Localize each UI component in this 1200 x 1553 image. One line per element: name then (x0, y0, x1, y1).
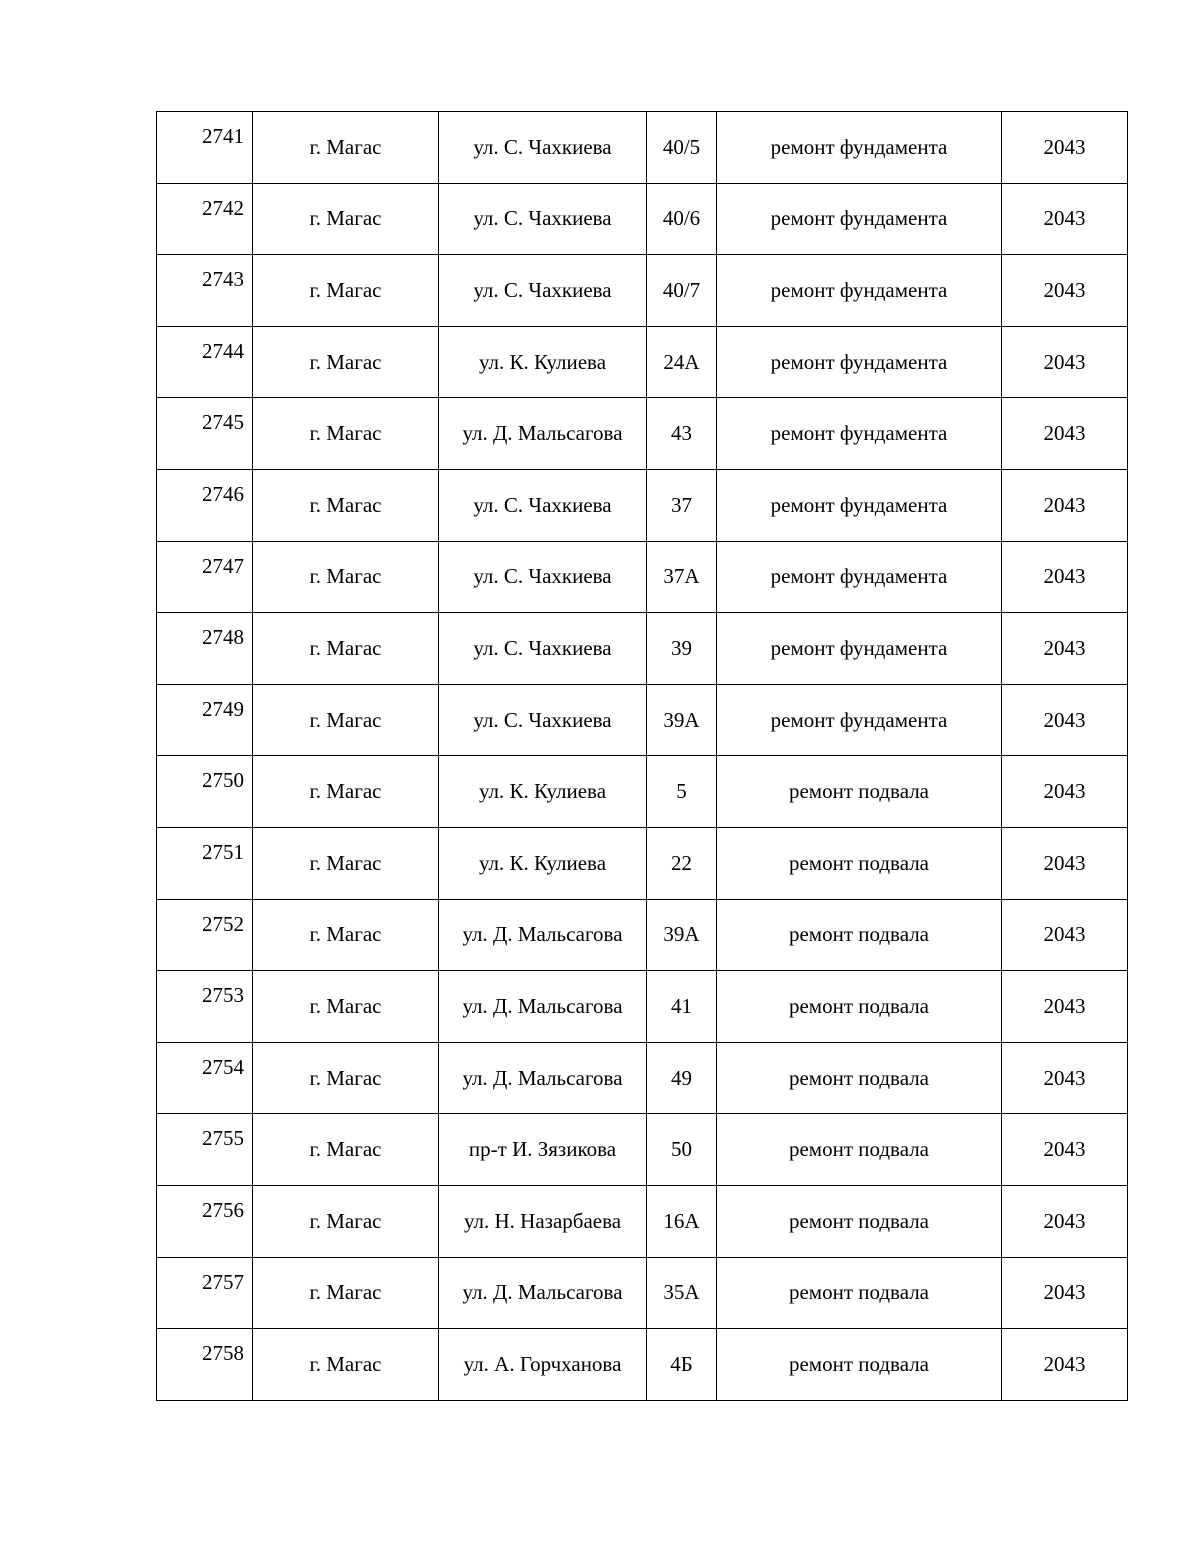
street-cell: ул. С. Чахкиева (439, 112, 647, 184)
year-cell: 2043 (1002, 398, 1128, 470)
year-cell: 2043 (1002, 899, 1128, 971)
table-row (157, 255, 1128, 327)
city-cell: г. Магас (253, 971, 439, 1043)
row-number-cell: 2757 (157, 1257, 253, 1329)
year-cell: 2043 (1002, 326, 1128, 398)
work-type-cell: ремонт фундамента (717, 326, 1002, 398)
table-row (157, 827, 1128, 899)
street-cell: ул. Д. Мальсагова (439, 1042, 647, 1114)
table-row (157, 613, 1128, 685)
row-number-cell: 2744 (157, 326, 253, 398)
work-type-cell: ремонт фундамента (717, 112, 1002, 184)
year-cell: 2043 (1002, 1185, 1128, 1257)
house-number-cell: 49 (647, 1042, 717, 1114)
year-cell: 2043 (1002, 1257, 1128, 1329)
work-type-cell: ремонт фундамента (717, 255, 1002, 327)
work-type-cell: ремонт подвала (717, 756, 1002, 828)
table-row (157, 326, 1128, 398)
house-number-cell: 24А (647, 326, 717, 398)
row-number-cell: 2754 (157, 1042, 253, 1114)
row-number-cell: 2755 (157, 1114, 253, 1186)
work-type-cell: ремонт подвала (717, 1114, 1002, 1186)
table-row (157, 183, 1128, 255)
house-number-cell: 4Б (647, 1329, 717, 1401)
row-number-cell: 2749 (157, 684, 253, 756)
city-cell: г. Магас (253, 756, 439, 828)
table-row (157, 1329, 1128, 1401)
year-cell: 2043 (1002, 613, 1128, 685)
year-cell: 2043 (1002, 183, 1128, 255)
table-row (157, 899, 1128, 971)
house-number-cell: 39А (647, 899, 717, 971)
table-row (157, 971, 1128, 1043)
street-cell: ул. Д. Мальсагова (439, 1257, 647, 1329)
repair-schedule-table (156, 111, 1128, 1401)
street-cell: ул. С. Чахкиева (439, 684, 647, 756)
city-cell: г. Магас (253, 112, 439, 184)
row-number-cell: 2748 (157, 613, 253, 685)
year-cell: 2043 (1002, 469, 1128, 541)
row-number-cell: 2750 (157, 756, 253, 828)
street-cell: ул. К. Кулиева (439, 827, 647, 899)
city-cell: г. Магас (253, 398, 439, 470)
street-cell: ул. Н. Назарбаева (439, 1185, 647, 1257)
city-cell: г. Магас (253, 1114, 439, 1186)
row-number-cell: 2745 (157, 398, 253, 470)
house-number-cell: 22 (647, 827, 717, 899)
street-cell: ул. Д. Мальсагова (439, 971, 647, 1043)
street-cell: ул. А. Горчханова (439, 1329, 647, 1401)
year-cell: 2043 (1002, 541, 1128, 613)
city-cell: г. Магас (253, 541, 439, 613)
work-type-cell: ремонт подвала (717, 827, 1002, 899)
year-cell: 2043 (1002, 971, 1128, 1043)
table-row (157, 112, 1128, 184)
work-type-cell: ремонт подвала (717, 971, 1002, 1043)
table-row (157, 1185, 1128, 1257)
row-number-cell: 2753 (157, 971, 253, 1043)
table-row (157, 1114, 1128, 1186)
row-number-cell: 2742 (157, 183, 253, 255)
work-type-cell: ремонт подвала (717, 1257, 1002, 1329)
house-number-cell: 37А (647, 541, 717, 613)
table-row (157, 1042, 1128, 1114)
work-type-cell: ремонт фундамента (717, 469, 1002, 541)
house-number-cell: 40/5 (647, 112, 717, 184)
work-type-cell: ремонт фундамента (717, 541, 1002, 613)
table-row (157, 756, 1128, 828)
street-cell: ул. С. Чахкиева (439, 183, 647, 255)
city-cell: г. Магас (253, 326, 439, 398)
year-cell: 2043 (1002, 1114, 1128, 1186)
row-number-cell: 2751 (157, 827, 253, 899)
work-type-cell: ремонт фундамента (717, 684, 1002, 756)
city-cell: г. Магас (253, 827, 439, 899)
row-number-cell: 2741 (157, 112, 253, 184)
city-cell: г. Магас (253, 1329, 439, 1401)
city-cell: г. Магас (253, 255, 439, 327)
city-cell: г. Магас (253, 684, 439, 756)
house-number-cell: 40/6 (647, 183, 717, 255)
table-row (157, 469, 1128, 541)
row-number-cell: 2756 (157, 1185, 253, 1257)
row-number-cell: 2747 (157, 541, 253, 613)
work-type-cell: ремонт подвала (717, 1185, 1002, 1257)
table-body (157, 112, 1128, 1401)
house-number-cell: 50 (647, 1114, 717, 1186)
table-row (157, 398, 1128, 470)
row-number-cell: 2746 (157, 469, 253, 541)
year-cell: 2043 (1002, 255, 1128, 327)
row-number-cell: 2743 (157, 255, 253, 327)
street-cell: ул. С. Чахкиева (439, 613, 647, 685)
year-cell: 2043 (1002, 827, 1128, 899)
work-type-cell: ремонт подвала (717, 899, 1002, 971)
street-cell: ул. К. Кулиева (439, 756, 647, 828)
year-cell: 2043 (1002, 112, 1128, 184)
city-cell: г. Магас (253, 1185, 439, 1257)
work-type-cell: ремонт подвала (717, 1329, 1002, 1401)
street-cell: ул. Д. Мальсагова (439, 899, 647, 971)
house-number-cell: 41 (647, 971, 717, 1043)
city-cell: г. Магас (253, 613, 439, 685)
row-number-cell: 2752 (157, 899, 253, 971)
house-number-cell: 35А (647, 1257, 717, 1329)
house-number-cell: 39А (647, 684, 717, 756)
year-cell: 2043 (1002, 684, 1128, 756)
year-cell: 2043 (1002, 756, 1128, 828)
street-cell: ул. К. Кулиева (439, 326, 647, 398)
work-type-cell: ремонт фундамента (717, 183, 1002, 255)
city-cell: г. Магас (253, 1257, 439, 1329)
house-number-cell: 16А (647, 1185, 717, 1257)
year-cell: 2043 (1002, 1042, 1128, 1114)
house-number-cell: 37 (647, 469, 717, 541)
city-cell: г. Магас (253, 183, 439, 255)
city-cell: г. Магас (253, 1042, 439, 1114)
work-type-cell: ремонт подвала (717, 1042, 1002, 1114)
work-type-cell: ремонт фундамента (717, 613, 1002, 685)
table-row (157, 541, 1128, 613)
street-cell: ул. С. Чахкиева (439, 255, 647, 327)
house-number-cell: 39 (647, 613, 717, 685)
house-number-cell: 43 (647, 398, 717, 470)
city-cell: г. Магас (253, 899, 439, 971)
year-cell: 2043 (1002, 1329, 1128, 1401)
street-cell: ул. С. Чахкиева (439, 469, 647, 541)
work-type-cell: ремонт фундамента (717, 398, 1002, 470)
city-cell: г. Магас (253, 469, 439, 541)
street-cell: ул. С. Чахкиева (439, 541, 647, 613)
row-number-cell: 2758 (157, 1329, 253, 1401)
house-number-cell: 40/7 (647, 255, 717, 327)
table-row (157, 684, 1128, 756)
table-row (157, 1257, 1128, 1329)
street-cell: пр-т И. Зязикова (439, 1114, 647, 1186)
house-number-cell: 5 (647, 756, 717, 828)
street-cell: ул. Д. Мальсагова (439, 398, 647, 470)
